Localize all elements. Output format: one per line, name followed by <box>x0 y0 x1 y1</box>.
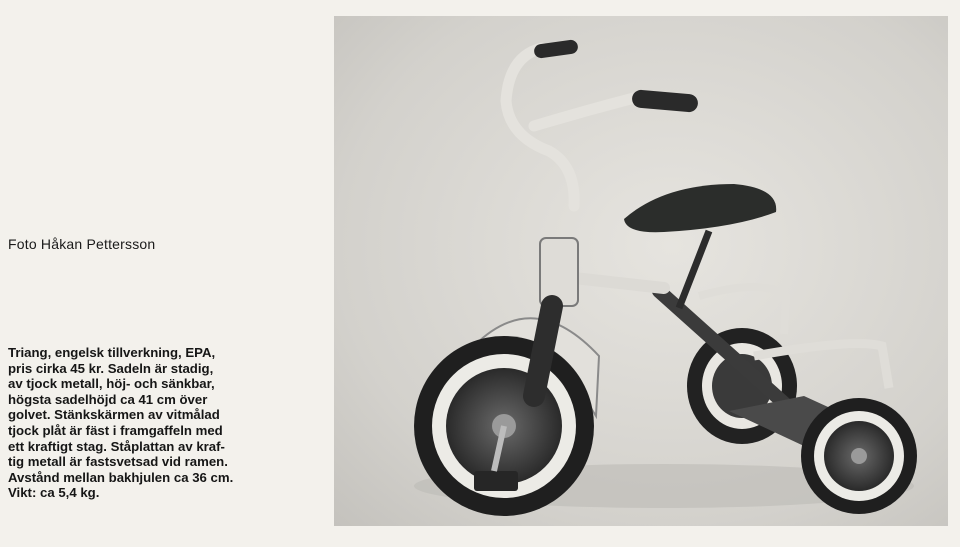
product-caption <box>8 345 305 501</box>
handlebar-right <box>534 98 634 126</box>
caption-line: Vikt: ca 5,4 kg. <box>8 485 100 501</box>
product-photo <box>334 16 948 526</box>
rear-rail <box>699 287 786 334</box>
saddle <box>624 184 776 232</box>
caption-line: tjock plåt är fäst i framgaffeln med <box>8 422 223 438</box>
caption-line: tig metall är fastsvetsad vid ramen. <box>8 454 228 470</box>
grip-left <box>533 39 579 59</box>
caption-line: Triang, engelsk tillverkning, EPA, <box>8 345 216 360</box>
frame-tube-white <box>574 278 664 288</box>
tricycle-icon <box>334 16 948 526</box>
caption-line: golvet. Stänkskärmen av vitmålad <box>8 407 220 423</box>
caption-line: pris cirka 45 kr. Sadeln är stadig, <box>8 360 214 376</box>
pedal <box>474 471 518 491</box>
rear-right-wheel <box>801 398 917 514</box>
caption-line: Avstånd mellan bakhjulen ca 36 cm. <box>8 469 234 485</box>
photo-credit: Foto Håkan Pettersson <box>8 236 156 252</box>
head-tube <box>540 238 578 306</box>
caption-line: ett kraftigt stag. Ståplattan av kraf- <box>8 438 225 454</box>
grip-right <box>631 89 698 113</box>
caption-line: av tjock metall, höj- och sänkbar, <box>8 376 215 392</box>
caption-line: högsta sadelhöjd ca 41 cm över <box>8 391 208 407</box>
